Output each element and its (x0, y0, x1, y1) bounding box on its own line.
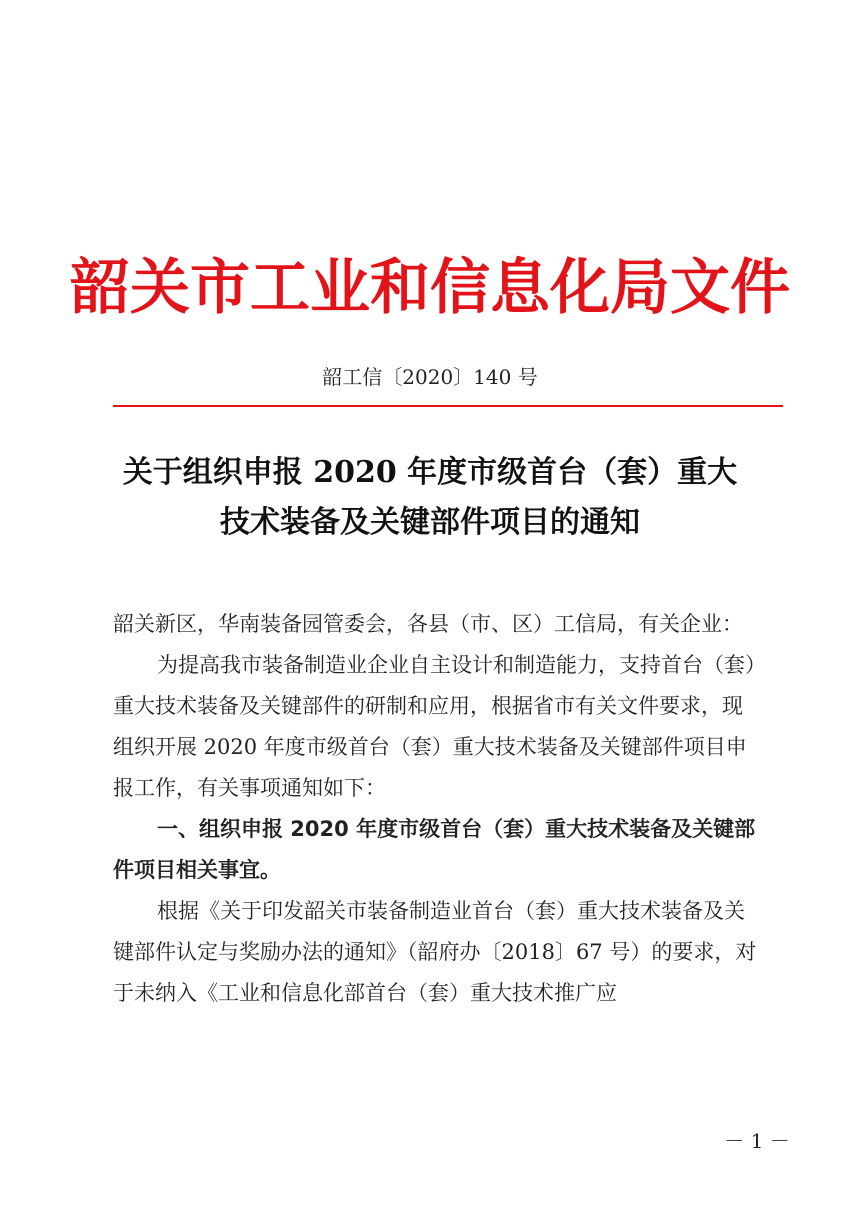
body-paragraph-2: 根据《关于印发韶关市装备制造业首台（套）重大技术装备及关键部件认定与奖励办法的通知》（韶府办〔2018〕67 号）的要求，对于未纳入《工业和信息化部首台（套）重大技术推广应 (113, 899, 757, 1005)
page-number: － 1 － (724, 1129, 790, 1153)
notice-title-line-2: 技术装备及关键部件项目的通知 (220, 505, 640, 540)
section-heading-1: 一、组织申报 2020 年度市级首台（套）重大技术装备及关键部件项目相关事宜。 (113, 817, 756, 882)
notice-title (90, 448, 770, 548)
body-paragraph-1: 为提高我市装备制造业企业自主设计和制造能力，支持首台（套）重大技术装备及关键部件的研制和应用，根据省市有关文件要求，现组织开展 2020 年度市级首台（套）重大技术装备及关键部件项目申报工作，有关事项通知如下： (113, 653, 756, 800)
notice-title-line-1: 关于组织申报 2020 年度市级首台（套）重大 (122, 455, 738, 490)
red-divider-line (113, 405, 783, 407)
document-number: 韶工信〔2020〕140 号 (322, 365, 538, 389)
issuing-authority-title: 韶关市工业和信息化局文件 (70, 253, 790, 323)
recipients-line: 韶关新区，华南装备园管委会，各县（市、区）工信局，有关企业： (113, 612, 743, 636)
notice-body (113, 604, 763, 1014)
